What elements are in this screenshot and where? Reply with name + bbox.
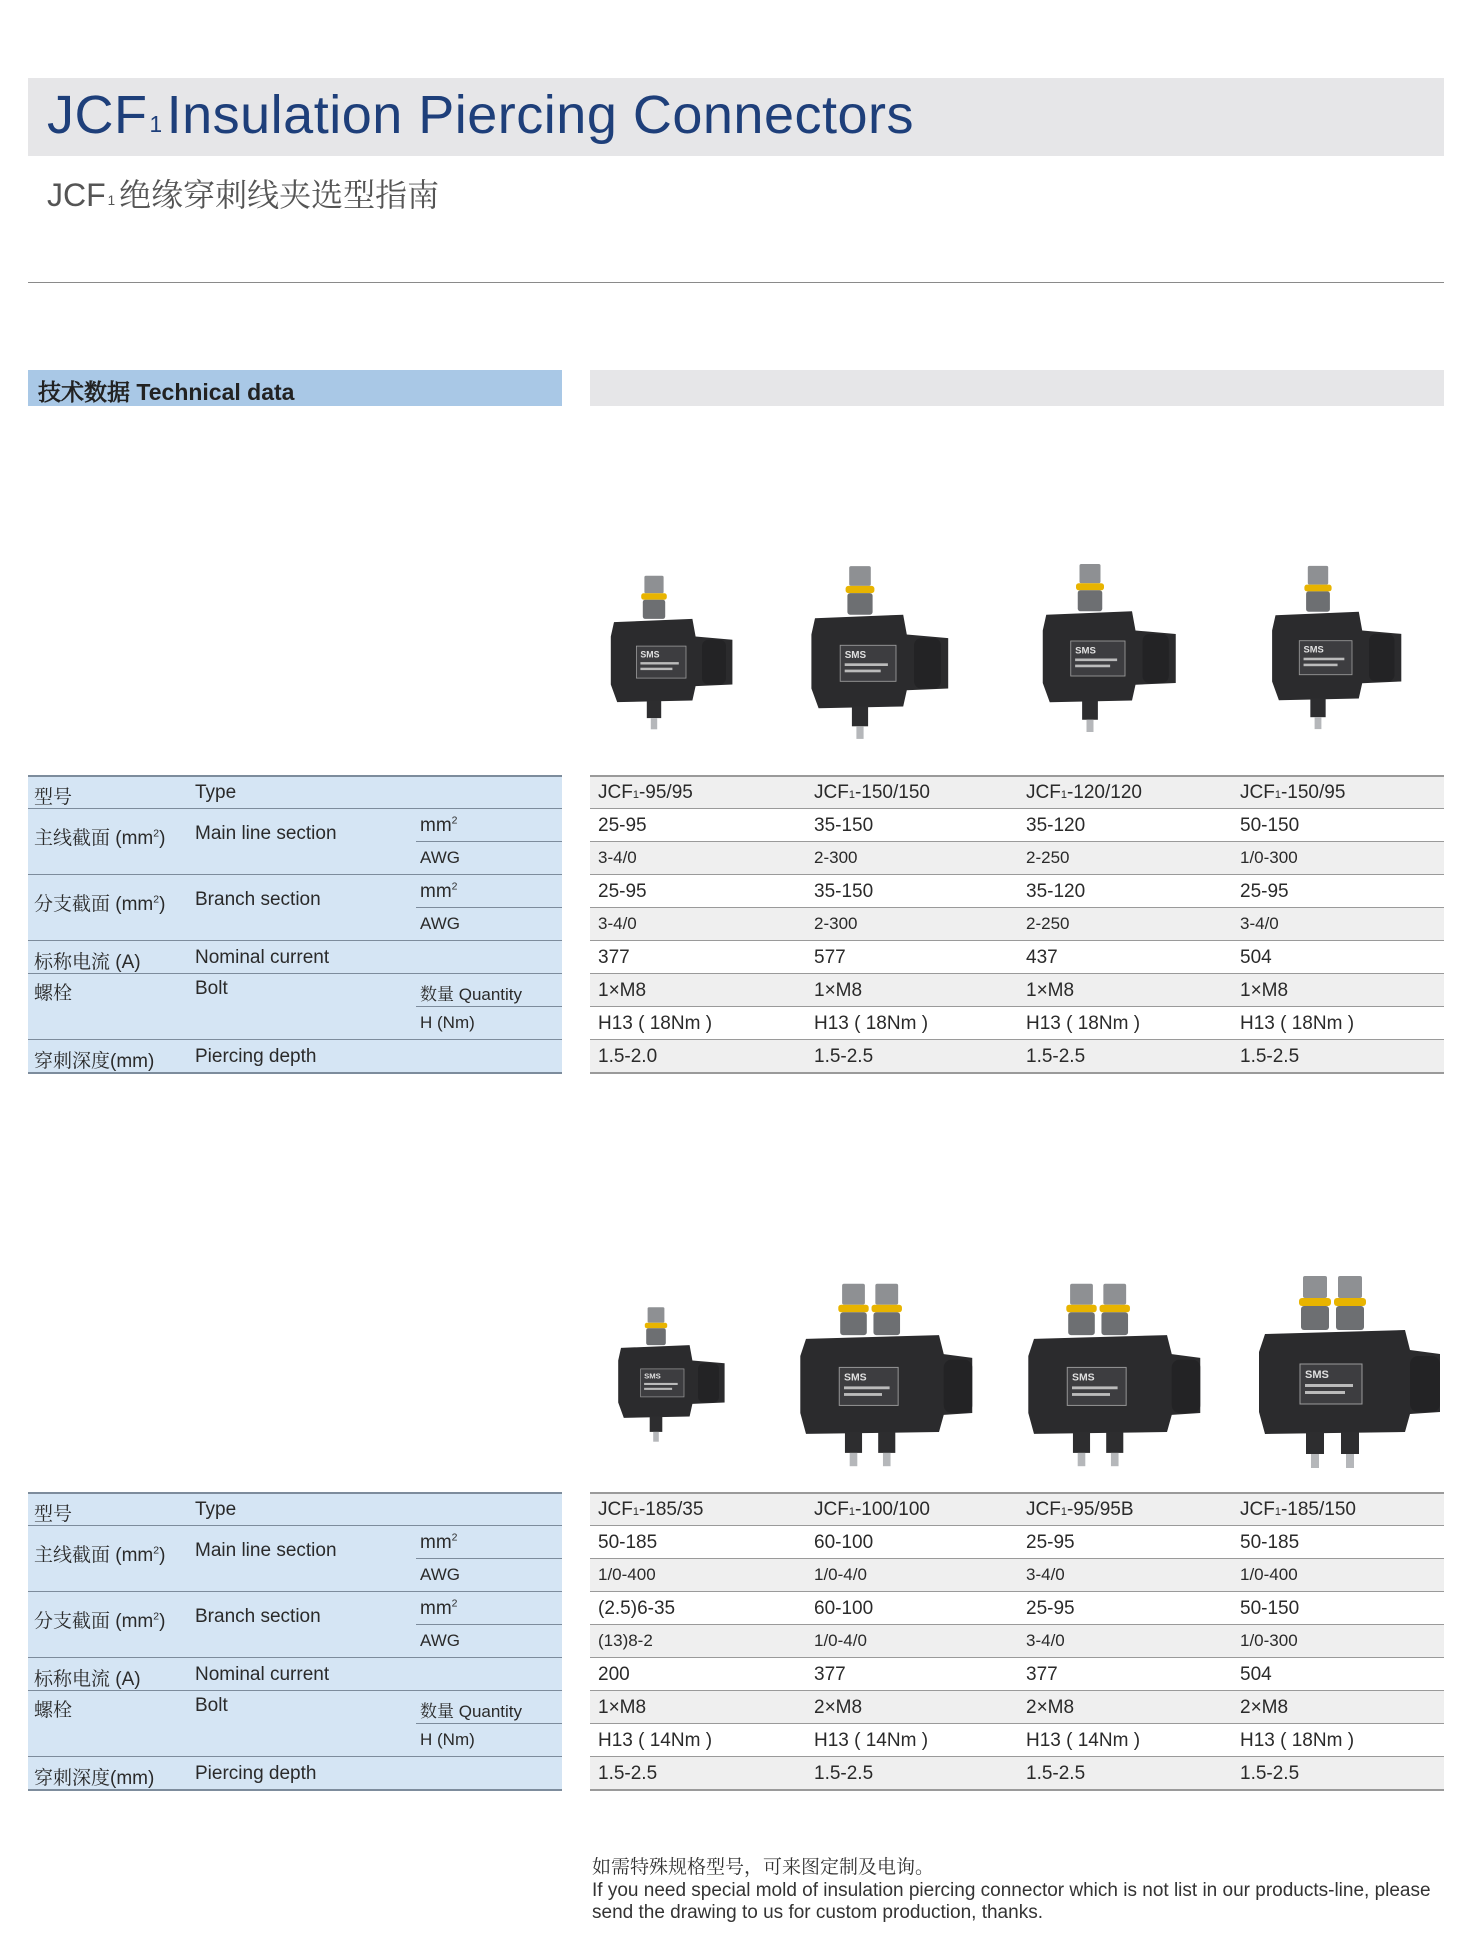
row-divider [590,1723,1444,1724]
connector-label-text: SMS [1072,1372,1095,1384]
cell-qty: 2×M8 [1026,1697,1075,1718]
row-divider [590,1072,1444,1074]
cell-type: JCF1-100/100 [814,1499,930,1520]
label-column-bg [28,775,562,1072]
row-divider [590,1756,1444,1757]
cell-main-mm: 50-185 [1240,1532,1300,1553]
label-divider [416,1006,562,1007]
connector-photo [1020,548,1195,748]
cell-branch-mm: 25-95 [1026,1598,1075,1619]
cell-current: 437 [1026,947,1058,968]
label-branch-unit-mm: $mm^2$ [420,1598,458,1619]
label-type-en: Type [195,1499,237,1520]
connector-label-text: SMS [844,649,867,661]
cell-current: 200 [598,1664,630,1685]
cell-type: JCF1-185/150 [1240,1499,1356,1520]
label-main-en: Main line section [195,1540,337,1561]
cell-branch-awg: 1/0-4/0 [814,1631,867,1650]
connector-photo [1012,1280,1208,1470]
label-divider [28,775,562,777]
cell-current: 377 [1026,1664,1058,1685]
label-divider [28,1039,562,1040]
table-row [590,1657,1444,1690]
table-row [590,808,1444,841]
label-depth-en: Piercing depth [195,1763,317,1784]
cell-depth: 1.5-2.5 [814,1046,874,1067]
label-divider [28,1591,562,1592]
label-bolt-cn: 螺栓 [34,1700,73,1721]
label-type-en: Type [195,782,237,803]
cell-branch-mm: 25-95 [1240,881,1289,902]
cell-h: H13 ( 18Nm ) [814,1013,929,1034]
label-main-unit-awg: AWG [420,848,460,867]
row-divider [590,1690,1444,1691]
table-row [590,1591,1444,1624]
label-main-cn: 主线截面 $(mm^2)$ [34,828,166,849]
cell-qty: 1×M8 [814,980,863,1001]
label-divider [28,940,562,941]
cell-branch-mm: 25-95 [598,881,647,902]
row-divider [590,841,1444,842]
cell-qty: 1×M8 [1026,980,1075,1001]
cell-depth: 1.5-2.5 [814,1763,874,1784]
connector-photo [590,555,750,750]
label-column-bg [28,1492,562,1789]
label-branch-unit-awg: AWG [420,914,460,933]
table-row [590,1039,1444,1072]
cell-current: 377 [814,1664,846,1685]
label-current-cn: 标称电流 (A) [34,952,141,973]
cell-branch-awg: 3-4/0 [1240,914,1279,933]
cell-main-mm: 25-95 [1026,1532,1075,1553]
row-divider [590,874,1444,875]
connector-photo [1240,1272,1450,1472]
cell-branch-mm: 50-150 [1240,1598,1300,1619]
row-divider [590,1591,1444,1592]
label-main-cn: 主线截面 $(mm^2)$ [34,1545,166,1566]
label-bolt-h: H (Nm) [420,1013,475,1032]
cell-type: JCF1-150/95 [1240,782,1346,803]
cell-depth: 1.5-2.5 [1026,1046,1086,1067]
label-main-unit-awg: AWG [420,1565,460,1584]
row-divider [590,1624,1444,1625]
row-divider [590,1039,1444,1040]
table-row [590,1756,1444,1789]
header-divider [28,282,1444,283]
cell-main-mm: 50-185 [598,1532,658,1553]
connector-label-text: SMS [1075,645,1096,657]
connector-label-text: SMS [640,649,660,660]
page-subtitle: JCF 1 绝缘穿刺线夹选型指南 [47,177,440,213]
cell-main-mm: 35-120 [1026,815,1086,836]
section-title: 技术数据 Technical data [38,379,295,405]
section-band-gray [590,370,1444,406]
cell-qty: 1×M8 [598,1697,647,1718]
cell-current: 377 [598,947,630,968]
table-row [590,1558,1444,1591]
cell-branch-mm: (2.5)6-35 [598,1598,676,1619]
cell-depth: 1.5-2.0 [598,1046,658,1067]
label-divider [28,1657,562,1658]
cell-current: 577 [814,947,846,968]
label-divider [416,841,562,842]
label-divider [416,1624,562,1625]
label-depth-cn: 穿刺深度(mm) [34,1768,155,1789]
label-bolt-en: Bolt [195,978,228,999]
label-bolt-h: H (Nm) [420,1730,475,1749]
label-bolt-qty: 数量 Quantity [420,1702,523,1721]
label-divider [28,874,562,875]
cell-h: H13 ( 18Nm ) [598,1013,713,1034]
cell-qty: 1×M8 [1240,980,1289,1001]
cell-main-awg: 2-300 [814,848,858,867]
cell-main-mm: 35-150 [814,815,874,836]
label-type-cn: 型号 [34,1504,73,1525]
cell-branch-mm: 35-120 [1026,881,1086,902]
cell-type: JCF1-95/95B [1026,1499,1134,1520]
cell-main-awg: 1/0-400 [1240,1565,1298,1584]
cell-main-mm: 60-100 [814,1532,874,1553]
label-branch-cn: 分支截面 $(mm^2)$ [34,1611,166,1632]
connector-photo [1250,545,1420,750]
label-bolt-en: Bolt [195,1695,228,1716]
row-divider [590,775,1444,777]
label-depth-cn: 穿刺深度(mm) [34,1051,155,1072]
cell-branch-awg: 3-4/0 [598,914,637,933]
table-row [590,841,1444,874]
row-divider [590,1558,1444,1559]
label-depth-en: Piercing depth [195,1046,317,1067]
cell-current: 504 [1240,947,1272,968]
cell-type: JCF1-150/150 [814,782,930,803]
connector-photo [782,1280,982,1470]
table-row [590,1624,1444,1657]
connector-label-text: SMS [1305,1369,1329,1381]
label-current-cn: 标称电流 (A) [34,1669,141,1690]
cell-type: JCF1-95/95 [598,782,693,803]
cell-main-awg: 1/0-4/0 [814,1565,867,1584]
label-type-cn: 型号 [34,787,73,808]
row-divider [590,1492,1444,1494]
cell-depth: 1.5-2.5 [1026,1763,1086,1784]
cell-main-awg: 2-250 [1026,848,1070,867]
row-divider [590,1789,1444,1791]
cell-branch-mm: 35-150 [814,881,874,902]
table-row [590,973,1444,1006]
label-branch-en: Branch section [195,889,321,910]
label-main-unit-mm: $mm^2$ [420,1532,458,1553]
cell-qty: 1×M8 [598,980,647,1001]
label-divider [28,1492,562,1494]
connector-label-text: SMS [1303,644,1324,655]
cell-main-awg: 1/0-300 [1240,848,1298,867]
connector-photo [600,1282,740,1467]
row-divider [590,973,1444,974]
label-current-en: Nominal current [195,1664,330,1685]
label-branch-en: Branch section [195,1606,321,1627]
cell-h: H13 ( 18Nm ) [1240,1013,1355,1034]
cell-main-awg: 1/0-400 [598,1565,656,1584]
table-row [590,907,1444,940]
label-divider [28,1756,562,1757]
page-title: JCF1Insulation Piercing Connectors [47,85,914,145]
label-main-unit-mm: $mm^2$ [420,815,458,836]
label-divider [28,1525,562,1526]
row-divider [590,940,1444,941]
row-divider [590,1657,1444,1658]
label-bolt-qty: 数量 Quantity [420,985,523,1004]
row-divider [590,1525,1444,1526]
cell-depth: 1.5-2.5 [598,1763,658,1784]
cell-main-awg: 3-4/0 [1026,1565,1065,1584]
cell-main-mm: 50-150 [1240,815,1300,836]
cell-h: H13 ( 18Nm ) [1026,1013,1141,1034]
label-branch-cn: 分支截面 $(mm^2)$ [34,894,166,915]
label-current-en: Nominal current [195,947,330,968]
label-divider [416,1558,562,1559]
row-divider [590,1006,1444,1007]
cell-h: H13 ( 14Nm ) [814,1730,929,1751]
cell-branch-mm: 60-100 [814,1598,874,1619]
cell-h: H13 ( 18Nm ) [1240,1730,1355,1751]
table-row [590,874,1444,907]
cell-h: H13 ( 14Nm ) [598,1730,713,1751]
table-row [590,940,1444,973]
cell-main-mm: 25-95 [598,815,647,836]
label-main-en: Main line section [195,823,337,844]
cell-branch-awg: 3-4/0 [1026,1631,1065,1650]
cell-branch-awg: 2-250 [1026,914,1070,933]
cell-type: JCF1-120/120 [1026,782,1142,803]
label-branch-unit-awg: AWG [420,1631,460,1650]
table-row [590,1525,1444,1558]
connector-label-text: SMS [844,1372,867,1384]
cell-h: H13 ( 14Nm ) [1026,1730,1141,1751]
footer-note-cn: 如需特殊规格型号，可来图定制及电询。 [592,1857,935,1878]
cell-type: JCF1-185/35 [598,1499,704,1520]
label-branch-unit-mm: $mm^2$ [420,881,458,902]
cell-qty: 2×M8 [814,1697,863,1718]
label-divider [28,808,562,809]
cell-depth: 1.5-2.5 [1240,1046,1300,1067]
footer-note-en: If you need special mold of insulation piercing connector which is not list in our products-line, please send the drawing to us for custom production, thanks. [592,1880,1431,1923]
cell-branch-awg: 1/0-300 [1240,1631,1298,1650]
label-divider [416,907,562,908]
row-divider [590,907,1444,908]
cell-qty: 2×M8 [1240,1697,1289,1718]
table-row [590,1690,1444,1723]
connector-label-text: SMS [644,1371,661,1381]
label-bolt-cn: 螺栓 [34,983,73,1004]
row-divider [590,808,1444,809]
connector-photo [788,555,968,750]
label-divider [416,1723,562,1724]
cell-current: 504 [1240,1664,1272,1685]
cell-main-awg: 3-4/0 [598,848,637,867]
cell-depth: 1.5-2.5 [1240,1763,1300,1784]
cell-branch-awg: 2-300 [814,914,858,933]
cell-branch-awg: (13)8-2 [598,1631,653,1650]
